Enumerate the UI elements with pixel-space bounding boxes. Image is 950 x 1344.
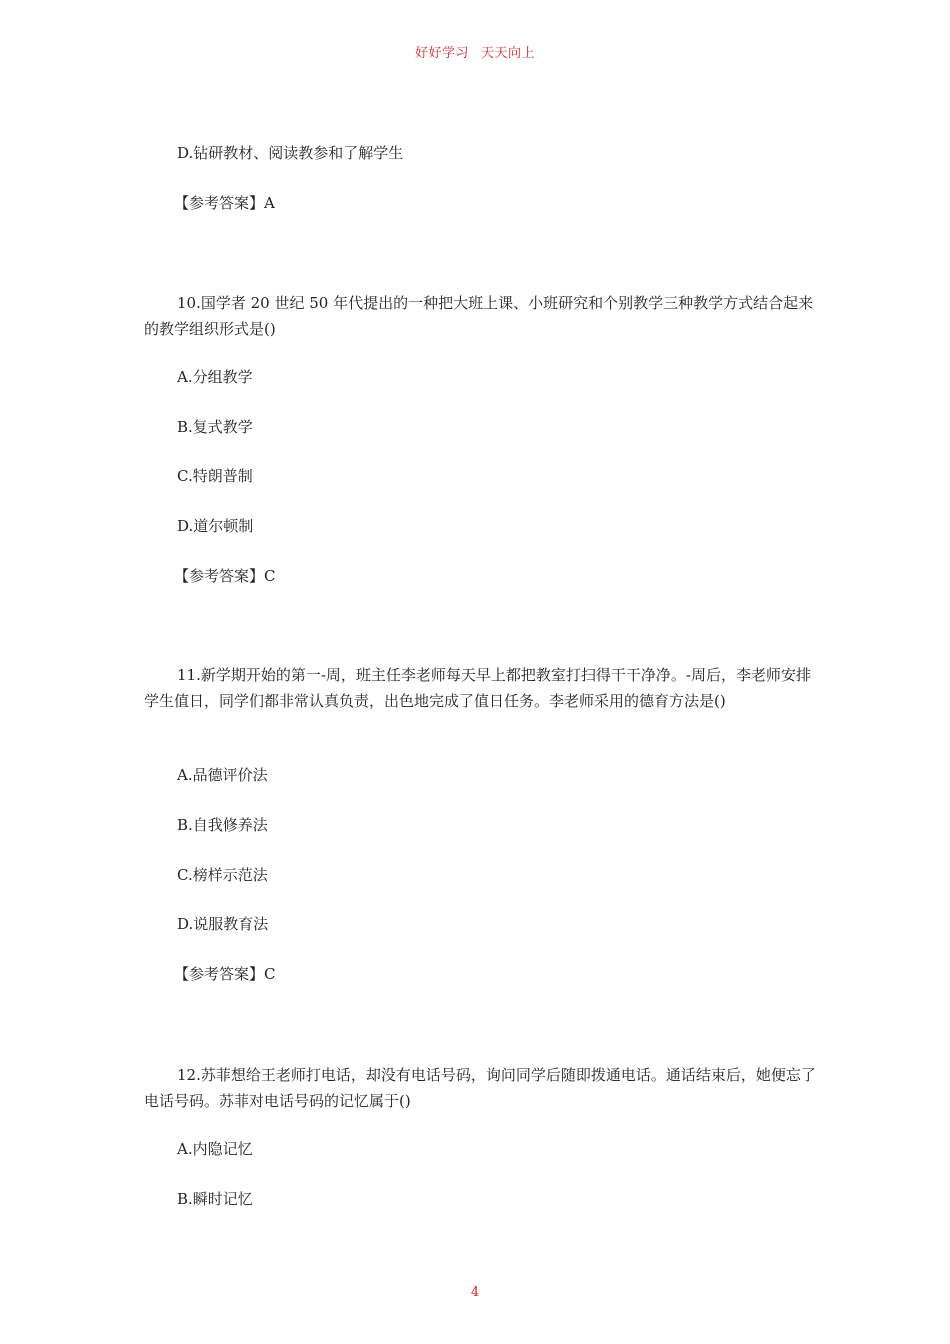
q10-answer: 【参考答案】C xyxy=(174,567,276,585)
q10-option-a: A.分组教学 xyxy=(177,368,253,386)
page-number: 4 xyxy=(470,1285,480,1300)
q11-option-a: A.品德评价法 xyxy=(177,766,268,784)
q11-option-c: C.榜样示范法 xyxy=(177,866,268,884)
q11-option-b: B.自我修养法 xyxy=(177,816,268,834)
q10-option-d: D.道尔顿制 xyxy=(177,517,254,535)
q12-question: 12.苏菲想给王老师打电话，却没有电话号码，询问同学后随即拨通电话。通话结束后，她便忘了电话号码。苏菲对电话号码的记忆属于() xyxy=(144,1066,816,1110)
page-header xyxy=(0,42,950,61)
q11-answer: 【参考答案】C xyxy=(174,965,276,983)
q11-option-d: D.说服教育法 xyxy=(177,915,269,933)
header-slogan-right: 天天向上 xyxy=(481,46,536,61)
q10-option-c: C.特朗普制 xyxy=(177,467,253,485)
q10-question: 10.国学者 20 世纪 50 年代提出的一种把大班上课、小班研究和个别教学三种教学方式结合起来的教学组织形式是() xyxy=(144,294,814,338)
q9-answer: 【参考答案】A xyxy=(174,194,275,212)
q9-option-d: D.钻研教材、阅读教参和了解学生 xyxy=(177,144,404,162)
q11-question: 11.新学期开始的第一-周，班主任李老师每天早上都把教室打扫得干干净净。-周后，李老师安排学生值日，同学们都非常认真负责，出色地完成了值日任务。李老师采用的德育方法是() xyxy=(144,666,811,710)
q12-option-a: A.内隐记忆 xyxy=(177,1140,253,1158)
header-slogan-left: 好好学习 xyxy=(414,46,469,61)
q12-option-b: B.瞬时记忆 xyxy=(177,1190,253,1208)
q10-option-b: B.复式教学 xyxy=(177,418,253,436)
